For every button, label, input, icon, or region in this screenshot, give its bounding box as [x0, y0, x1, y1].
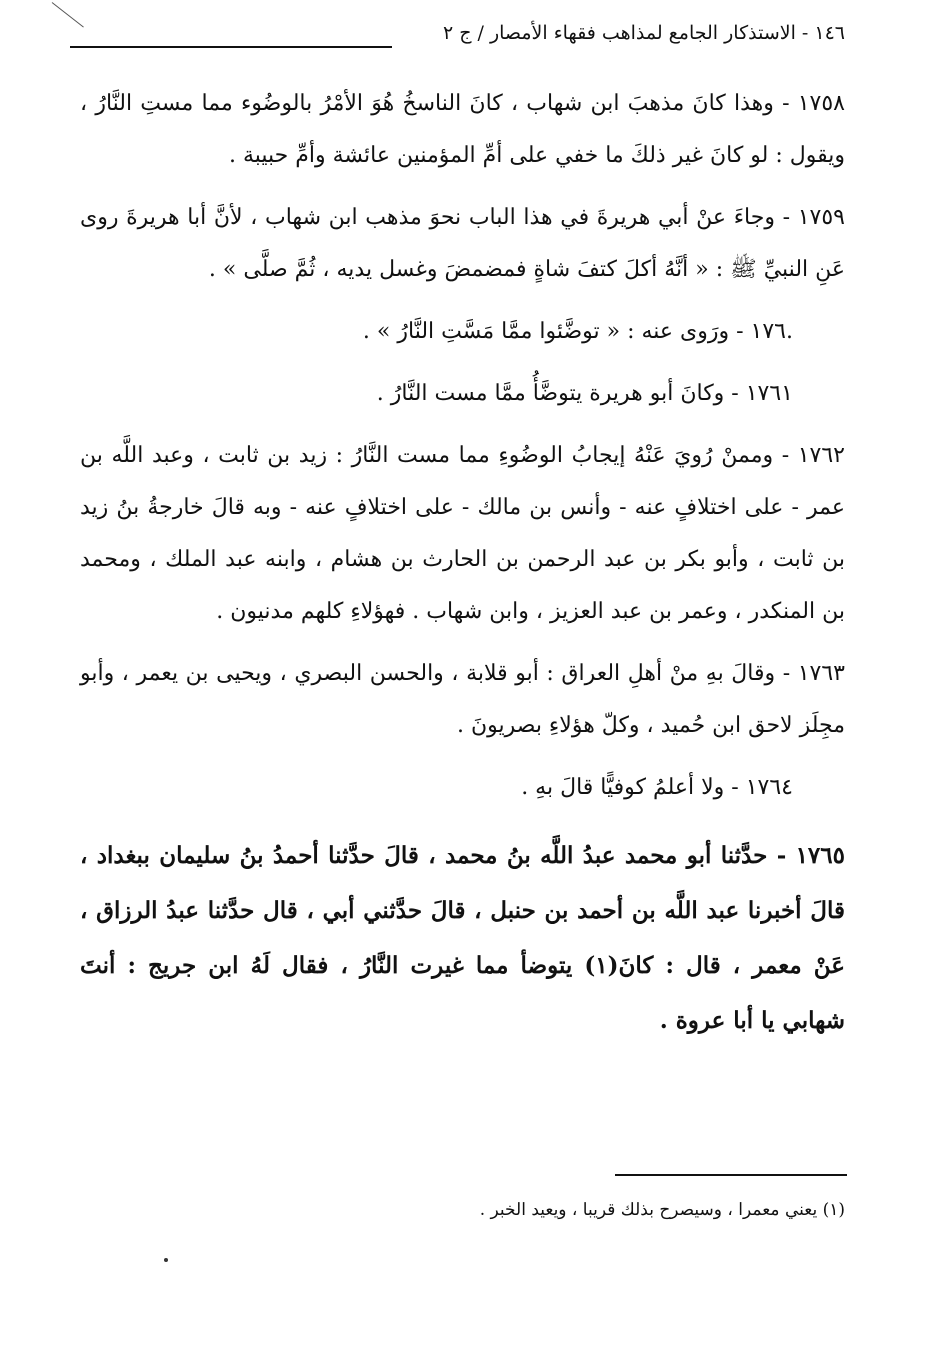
paragraph-1764: ١٧٦٤ - ولا أعلمُ كوفيًّا قالَ بهِ . [521, 775, 793, 800]
footnote: (١) يعني معمرا ، وسيصرح بذلك قريبا ، ويعيد الخبر . [479, 1200, 845, 1220]
header-rule [70, 46, 392, 48]
page-header [70, 22, 845, 62]
paragraph-1759: ١٧٥٩ - وجاءَ عنْ أبي هريرةَ في هذا الباب نحوَ مذهب ابن شهاب ، لأنَّ أبا هريرةَ روى عَنِ النبيِّ ﷺ : « أنَّهُ أكلَ كتفَ شاةٍ فمضمضَ وغسل يديه ، ثُمَّ صلَّى » . [80, 205, 845, 282]
paragraph-1758: ١٧٥٨ - وهذا كانَ مذهبَ ابن شهاب ، كانَ الناسخُ هُوَ الأمْرُ بالوضُوء مما مستِ النَّارُ ، ويقول : لو كانَ غير ذلكَ ما خفي على أمِّ المؤمنين عائشة وأمِّ حبيبة . [80, 91, 845, 168]
paragraph-1762: ١٧٦٢ - وممنْ رُويَ عَنْهُ إيجابُ الوضُوءِ مما مست النَّارُ : زيد بن ثابت ، وعبد اللَّه بن عمر - على اختلافٍ عنه - وأنس بن مالك - على اختلافٍ عنه - وبه قالَ خارجةُ بنُ زيد بن ثابت ، وأبو بكر بن عبد الرحمن بن الحارث بن هشام ، وابنه عبد الملك ، ومحمد بن المنكدر ، وعمر بن عبد العزيز ، وابن شهاب . فهؤلاءِ كلهم مدنيون . [80, 443, 845, 624]
stray-dot [164, 1258, 168, 1262]
paragraph-1760: .١٧٦ - ورَوى عنه : « توضَّئوا ممَّا مَسَّتِ النَّارُ » . [362, 319, 793, 344]
paragraph-1761: ١٧٦١ - وكانَ أبو هريرة يتوضَّأُ ممَّا مست النَّارُ . [376, 381, 793, 406]
footnote-rule [615, 1174, 847, 1176]
header-title: ١٤٦ - الاستذكار الجامع لمذاهب فقهاء الأمصار / ج ٢ [442, 22, 845, 44]
page-body [80, 78, 845, 1058]
paragraph-1765: ١٧٦٥ - حدَّثنا أبو محمد عبدُ اللَّه بنُ محمد ، قالَ حدَّثنا أحمدُ بنُ سليمان ببغداد ، قالَ أخبرنا عبد اللَّه بن أحمد بن حنبل ، قالَ حدَّثني أبي ، قال حدَّثنا عبدُ الرزاق ، عَنْ معمر ، قال : كانَ(١) يتوضأ مما غيرت النَّارُ ، فقال لَهُ ابن جريج : أنتَ شهابي يا أبا عروة . [80, 842, 846, 1034]
paragraph-1763: ١٧٦٣ - وقالَ بهِ منْ أهلِ العراق : أبو قلابة ، والحسن البصري ، ويحيى بن يعمر ، وأبو مجِلَز لاحق ابن حُميد ، وكلّ هؤلاءِ بصريونَ . [80, 661, 845, 738]
